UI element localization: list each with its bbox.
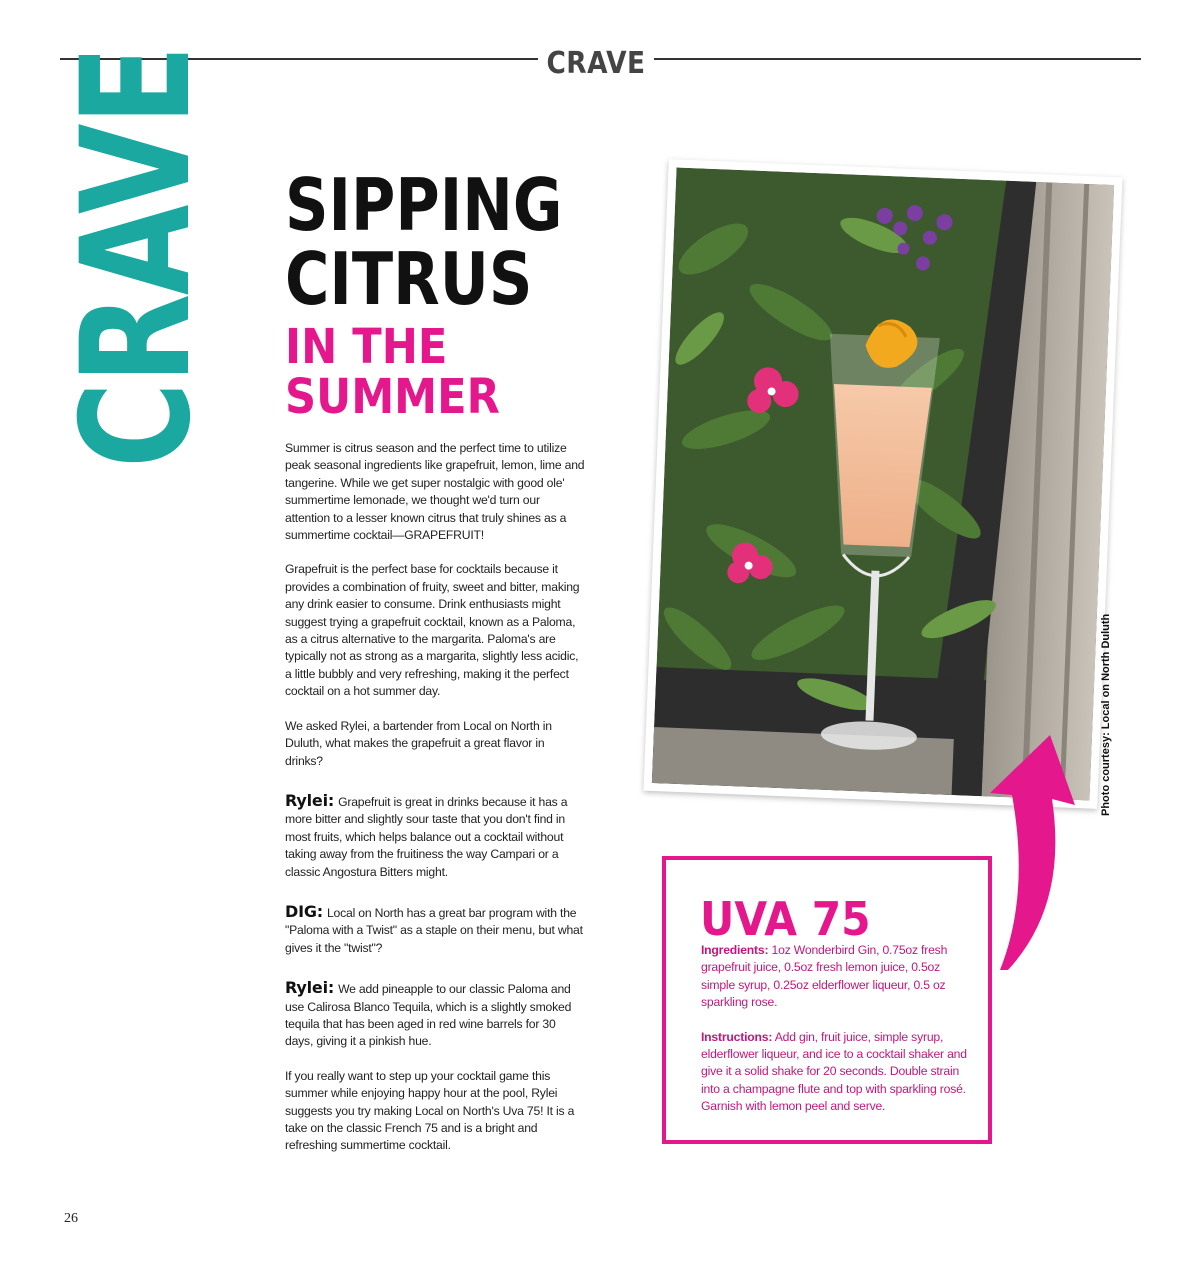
speaker-label: DIG: xyxy=(285,901,323,921)
recipe-title: UVA 75 xyxy=(700,892,871,946)
cocktail-photo-illustration xyxy=(652,167,1114,800)
article-paragraph: If you really want to step up your cocktail game this summer while enjoying happy hour at the pool, Rylei suggests you try making Local on North's Uva 75! It is a take on the classic French 75 and is a bright and refreshing summertime cocktail. xyxy=(285,1068,575,1153)
interview-text: We add pineapple to our classic Paloma and use Calirosa Blanco Tequila, which is a slightly smoked tequila that has been aged in red wine barrels for 30 days, giving it a pinkish hue. xyxy=(285,982,572,1049)
section-header-label: CRAVE xyxy=(546,46,646,81)
headline-line-3: IN THE xyxy=(285,319,448,375)
article-paragraph: We asked Rylei, a bartender from Local on North in Duluth, what makes the grapefruit a great flavor in drinks? xyxy=(285,718,552,768)
curved-arrow-icon xyxy=(990,735,1080,970)
cocktail-photo xyxy=(644,159,1123,809)
interview-question xyxy=(285,903,585,957)
headline-line-1: SIPPING xyxy=(285,163,563,247)
header-rule-right xyxy=(654,58,1141,60)
headline-line-4: SUMMER xyxy=(285,369,500,425)
vertical-section-title-text: CRAVE xyxy=(50,46,224,468)
recipe-ingredients xyxy=(701,942,969,1012)
speaker-label: Rylei: xyxy=(285,790,335,810)
instructions-label: Instructions: xyxy=(701,1029,773,1044)
ingredients-text: 1oz Wonderbird Gin, 0.75oz fresh grapefruit juice, 0.5oz fresh lemon juice, 0.5oz simple syrup, 0.25oz elderflower liqueur, 0.5 oz sparkling rose. xyxy=(701,943,948,1010)
recipe-instructions xyxy=(701,1029,969,1116)
article-paragraph: Summer is citrus season and the perfect time to utilize peak seasonal ingredients like grapefruit, lemon, lime and tangerine. While we get super nostalgic with good ole' summertime lemonade, we thought we'd turn our attention to a lesser known citrus that truly shines as a summertime cocktail—GRAPEFRUIT! xyxy=(285,441,585,543)
interview-text: Grapefruit is great in drinks because it has a more bitter and slightly sour taste that you don't find in most fruits, which helps balance out a cocktail without taking away from the fruitiness the way Campari or a classic Angostura Bitters might. xyxy=(285,794,568,879)
ingredients-label: Ingredients: xyxy=(701,943,769,957)
instructions-text: Add gin, fruit juice, simple syrup, elderflower liqueur, and ice to a cocktail shaker and give it a solid shake for 20 seconds. Double strain into a champagne flute and top with sparkling rosé. Garnish with lemon peel and serve. xyxy=(701,1029,967,1114)
vertical-section-title xyxy=(50,0,224,468)
article-paragraph: Grapefruit is the perfect base for cocktails because it provides a combination of fruity, sweet and bitter, making any drink easier to consume. Drink enthusiasts might suggest trying a grapefruit cocktail, known as a Paloma, as a citrus alternative to the margarita. Paloma's are typically not as strong as a margarita, slightly less acidic, a little bubbly and very refreshing, making it the perfect cocktail on a hot summer day. xyxy=(285,562,580,699)
headline-line-2: CITRUS xyxy=(285,237,533,321)
interview-text: Local on North has a great bar program with the "Paloma with a Twist" as a staple on their menu, but what gives it the "twist"? xyxy=(285,905,583,955)
interview-answer xyxy=(285,979,585,1051)
speaker-label: Rylei: xyxy=(285,978,335,998)
article-headline xyxy=(285,163,645,425)
article-body xyxy=(285,440,585,1172)
page-number: 26 xyxy=(64,1211,78,1226)
recipe-box xyxy=(662,856,992,1144)
photo-credit: Photo courtesy: Local on North Duluth xyxy=(1100,613,1112,816)
interview-answer xyxy=(285,792,585,881)
recipe-body xyxy=(701,942,969,1133)
